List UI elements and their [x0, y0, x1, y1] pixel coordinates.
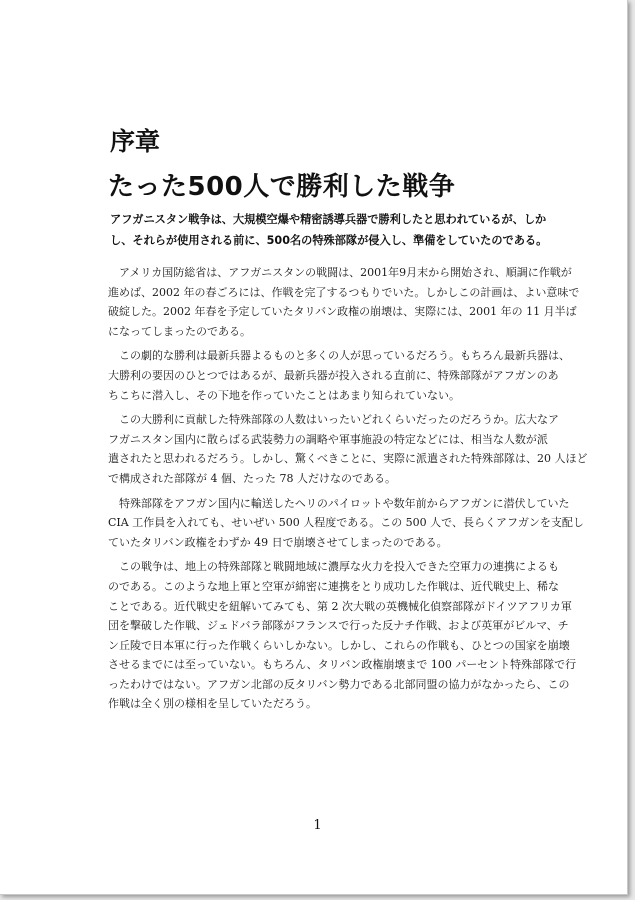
body-line: のである。このような地上軍と空軍が綿密に連携をとり成功した作戦は、近代戦史上、稀な — [108, 579, 559, 593]
body-line: させるまでには至っていない。もちろん、タリバン政権崩壊まで 100 パーセント特殊部隊で行 — [108, 658, 577, 672]
body-line: ことである。近代戦史を紐解いてみても、第 2 次大戦の英機械化偵察部隊がドイツアフリカ軍 — [108, 599, 572, 613]
body-paragraph — [108, 410, 588, 488]
body-line: 進めば、2002 年の春ごろには、作戦を完了するつもりでいた。しかしこの計画は、よい意味で — [108, 285, 580, 299]
lead-line: し、それらが使用される前に、500名の特殊部隊が侵入し、準備をしていたのである。 — [110, 234, 548, 247]
body-paragraph — [108, 346, 570, 405]
body-line: フガニスタン国内に散らばる武装勢力の調略や軍事施設の特定などには、相当な人数が派 — [108, 432, 548, 446]
body-paragraph — [108, 557, 577, 714]
body-line: になってしまったのである。 — [108, 324, 251, 338]
body-line: この大勝利に貢献した特殊部隊の人数はいったいどれくらいだったのだろうか。広大なア — [108, 413, 559, 427]
body-paragraph — [108, 263, 580, 341]
lead-paragraph — [110, 209, 548, 251]
body-line: この劇的な勝利は最新兵器よるものと多くの人が思っているだろう。もちろん最新兵器は、 — [108, 349, 570, 363]
body-text — [108, 263, 588, 719]
body-line: 大勝利の要因のひとつではあるが、最新兵器が投入される直前に、特殊部隊がアフガンのあ — [108, 368, 559, 382]
body-line: ていたタリバン政権をわずか 49 日で崩壊させてしまったのである。 — [108, 535, 448, 549]
page-number: 1 — [313, 818, 322, 833]
body-line: この戦争は、地上の特殊部隊と戦闘地域に濃厚な火力を投入できた空軍力の連携によるも — [108, 560, 559, 574]
body-line: で構成された部隊が 4 個、たった 78 人だけなのである。 — [108, 471, 396, 485]
body-line: ったわけではない。アフガン北部の反タリバン勢力である北部同盟の協力がなかったら、この — [108, 677, 570, 691]
chapter-heading: 序章 — [110, 127, 161, 156]
body-line: CIA 工作員を入れても、せいぜい 500 人程度である。この 500 人で、長らくアフガンを支配し — [108, 516, 584, 530]
chapter-title: たった500人で勝利した戦争 — [108, 172, 456, 202]
body-paragraph — [108, 494, 584, 553]
body-line: 特殊部隊をアフガン国内に輸送したヘリのパイロットや数年前からアフガンに潜伏していた — [108, 496, 570, 510]
body-line: 遣されたと思われるだろう。しかし、驚くべきことに、実際に派遣された特殊部隊は、20 人ほど — [108, 452, 588, 466]
body-line: ちこちに潜入し、その下地を作っていたことはあまり知られていない。 — [108, 388, 460, 402]
body-line: 破綻した。2002 年春を予定していたタリバン政権の崩壊は、実際には、2001 年の 11 月半ば — [108, 305, 577, 319]
body-line: アメリカ国防総省は、アフガニスタンの戦闘は、2001年9月末から開始され、順調に作戦が — [108, 266, 572, 279]
lead-line: アフガニスタン戦争は、大規模空爆や精密誘導兵器で勝利したと思われているが、しか — [110, 213, 547, 226]
body-line: 団を撃破した作戦、ジェドバラ部隊がフランスで行った反ナチ作戦、および英軍がビルマ、チ — [108, 619, 569, 633]
body-line: 作戦は全く別の様相を呈していただろう。 — [108, 697, 317, 711]
body-line: ン丘陵で日本軍に行った作戦くらいしかない。しかし、これらの作戦も、ひとつの国家を崩壊 — [108, 638, 570, 652]
